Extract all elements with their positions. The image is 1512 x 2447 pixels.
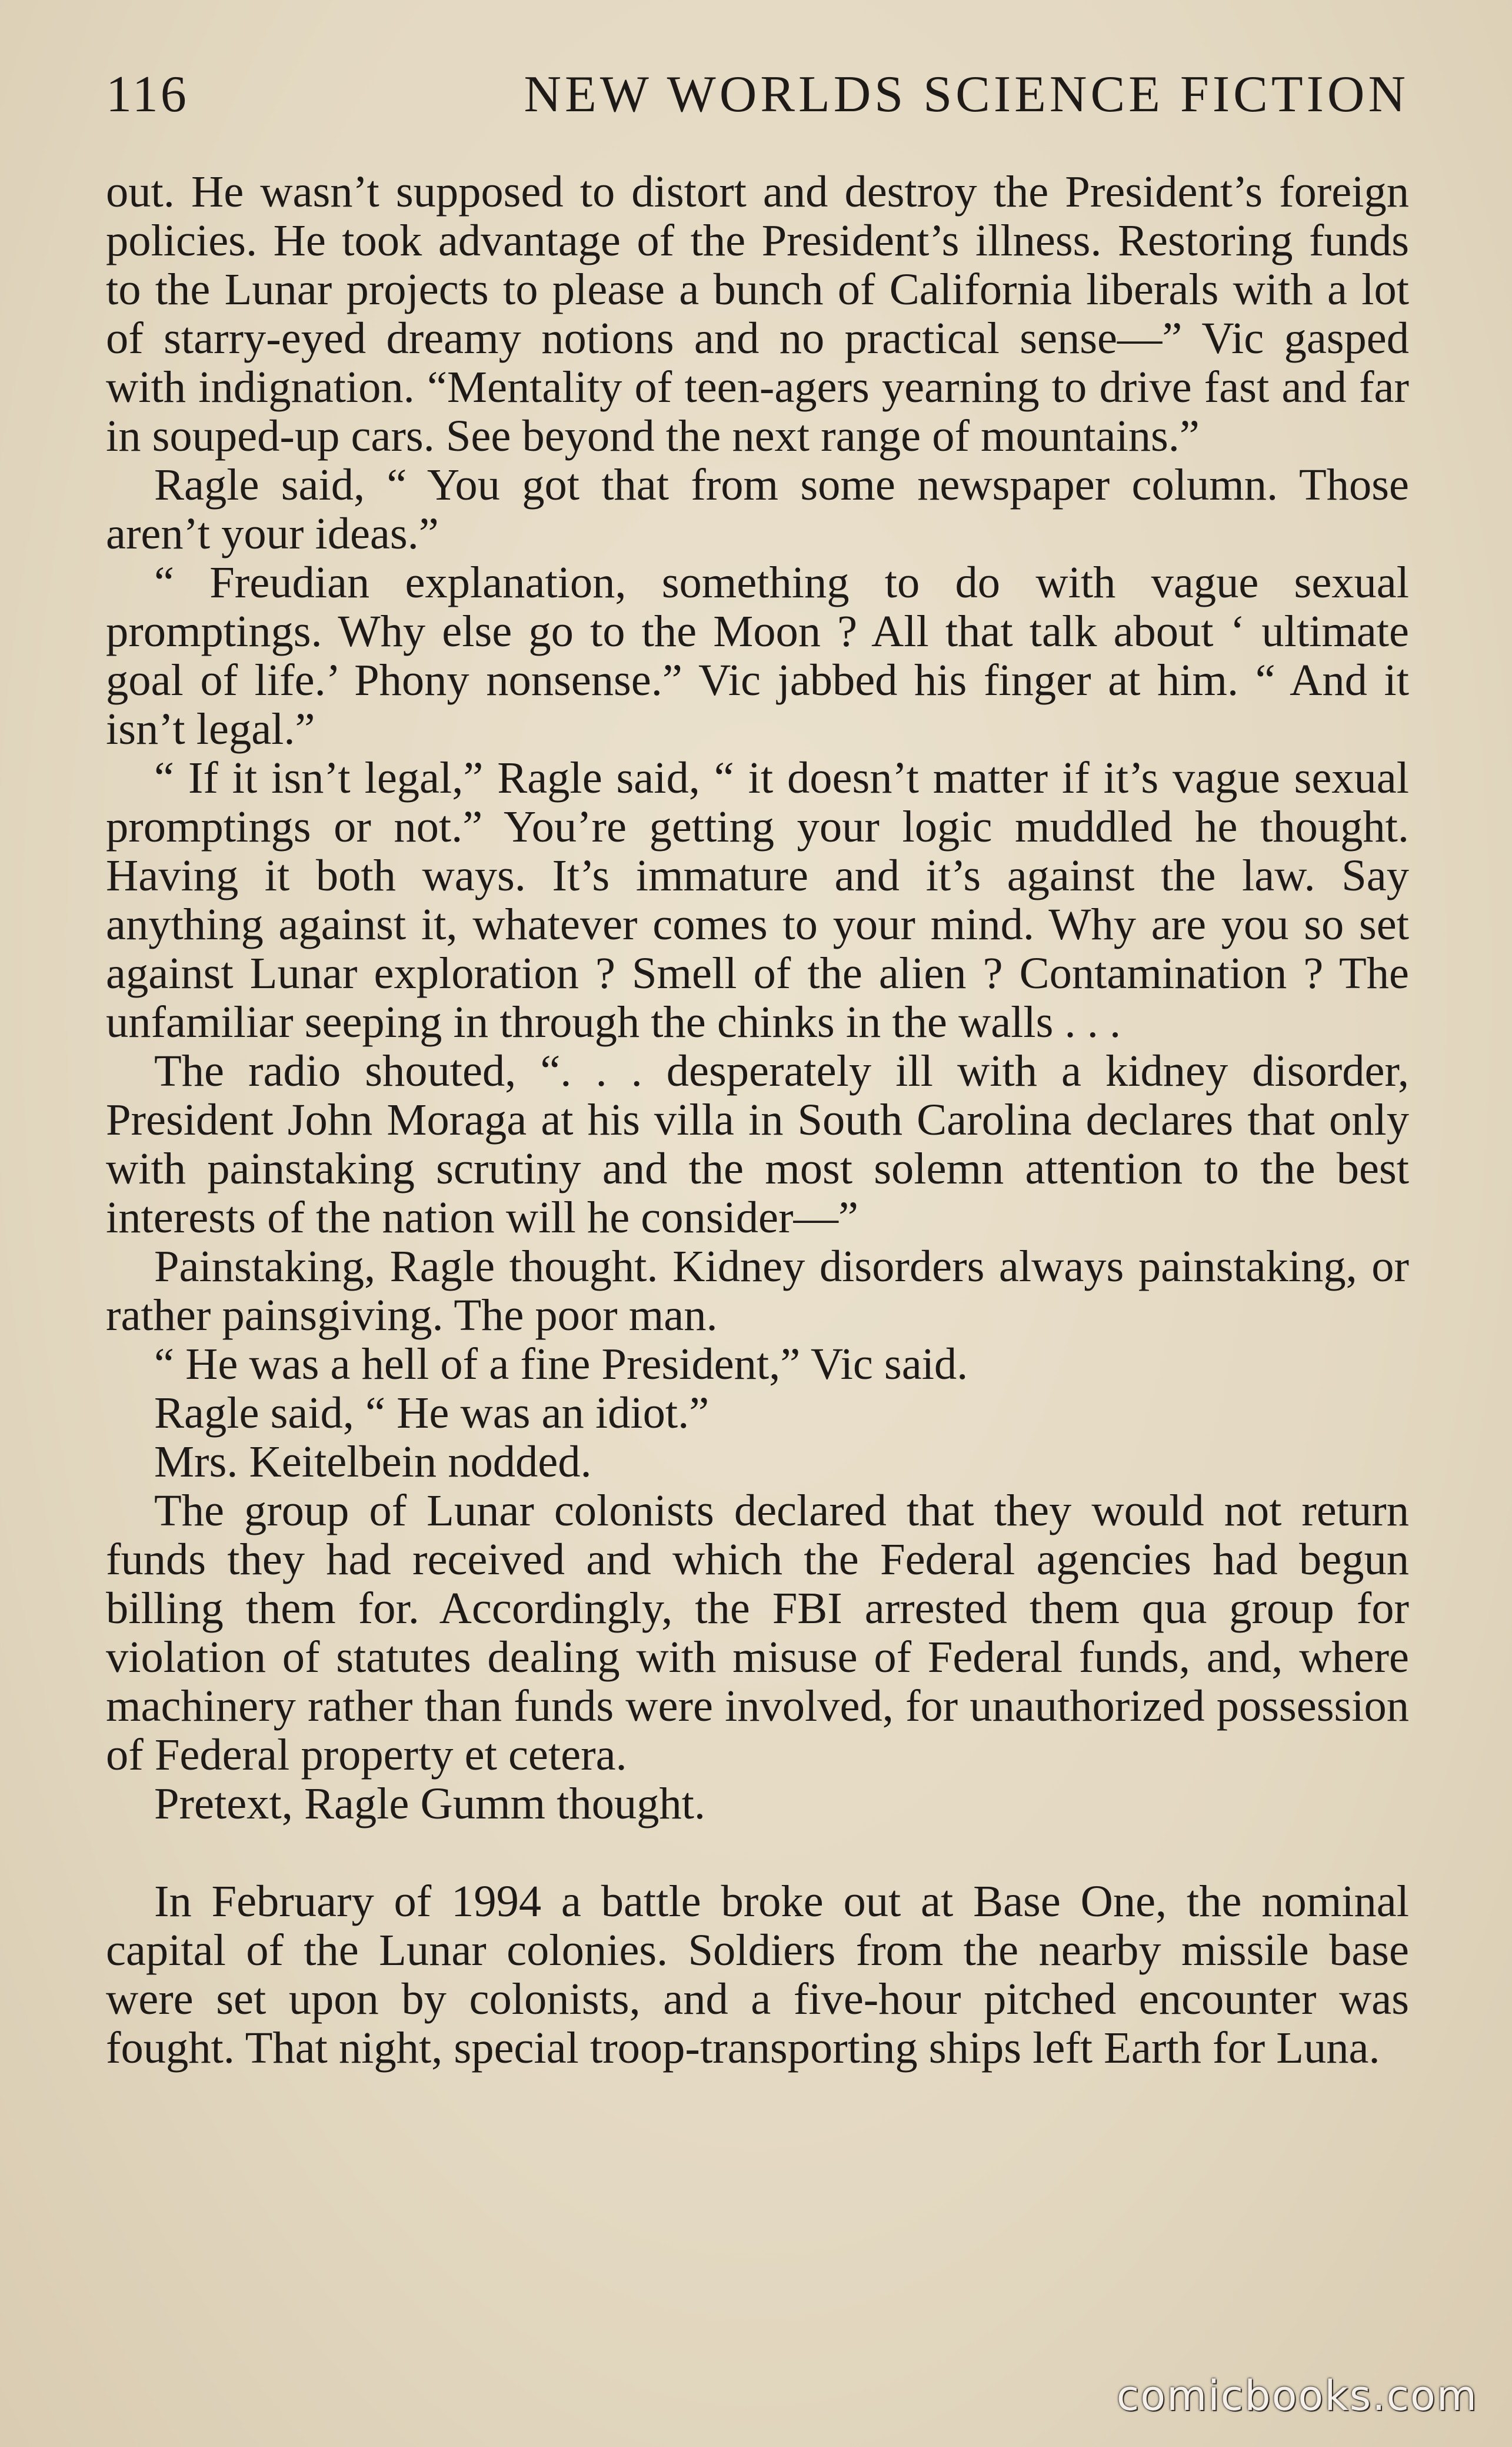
- story-text: [106, 167, 1409, 2072]
- running-header: [106, 65, 1409, 135]
- page-number: 116: [106, 66, 189, 123]
- paragraph: “ Freudian explanation, something to do with vague sexual promptings. Why else go to the Moon ? All that talk about ‘ ultimate goal of life.’ Phony nonsense.” Vic jabbed his finger at him. “ And it isn’t legal.”: [106, 557, 1409, 754]
- watermark: comicbooks.com: [1116, 2372, 1478, 2420]
- paragraph: Mrs. Keitelbein nodded.: [154, 1437, 592, 1487]
- paragraph: The radio shouted, “. . . desperately ill with a kidney disorder, President John Moraga at his villa in South Carolina declares that only with painstaking scrutiny and the most solemn attention to the best interests of the nation will he consider—”: [106, 1046, 1409, 1242]
- paragraph: Painstaking, Ragle thought. Kidney disorders always painstaking, or rather painsgiving. The poor man.: [106, 1241, 1409, 1340]
- paragraph: “ If it isn’t legal,” Ragle said, “ it doesn’t matter if it’s vague sexual promptings or not.” You’re getting your logic muddled he thought. Having it both ways. It’s immature and it’s against the law. Say anything against it, whatever comes to your mind. Why are you so set against Lunar exploration ? Smell of the alien ? Contamination ? The unfamiliar seeping in through the chinks in the walls . . .: [106, 753, 1409, 1047]
- paragraph: The group of Lunar colonists declared that they would not return funds they had received and which the Federal agencies had begun billing them for. Accordingly, the FBI arrested them qua group for violation of statutes dealing with misuse of Federal funds, and, where machinery rather than funds were involved, for unauthorized possession of Federal property et cetera.: [106, 1485, 1409, 1780]
- magazine-title: NEW WORLDS SCIENCE FICTION: [524, 66, 1409, 123]
- paragraph: Ragle said, “ He was an idiot.”: [154, 1388, 710, 1438]
- paragraph: out. He wasn’t supposed to distort and destroy the President’s foreign policies. He took advantage of the President’s illness. Restoring funds to the Lunar projects to please a bunch of California liberals with a lot of starry-eyed dreamy notions and no practical sense—” Vic gasped with indignation. “Mentality of teen-agers yearning to drive fast and far in souped-up cars. See beyond the next range of mountains.”: [106, 167, 1409, 461]
- paragraph: Pretext, Ragle Gumm thought.: [154, 1778, 706, 1828]
- paragraph: Ragle said, “ You got that from some newspaper column. Those aren’t your ideas.”: [106, 460, 1409, 558]
- paragraph: “ He was a hell of a fine President,” Vic said.: [154, 1339, 968, 1389]
- paragraph: In February of 1994 a battle broke out at Base One, the nominal capital of the Lunar colonies. Soldiers from the nearby missile base were set upon by colonists, and a five-hour pitched encounter was fought. That night, special troop-transporting ships left Earth for Luna.: [106, 1876, 1409, 2073]
- book-page: [106, 65, 1409, 2072]
